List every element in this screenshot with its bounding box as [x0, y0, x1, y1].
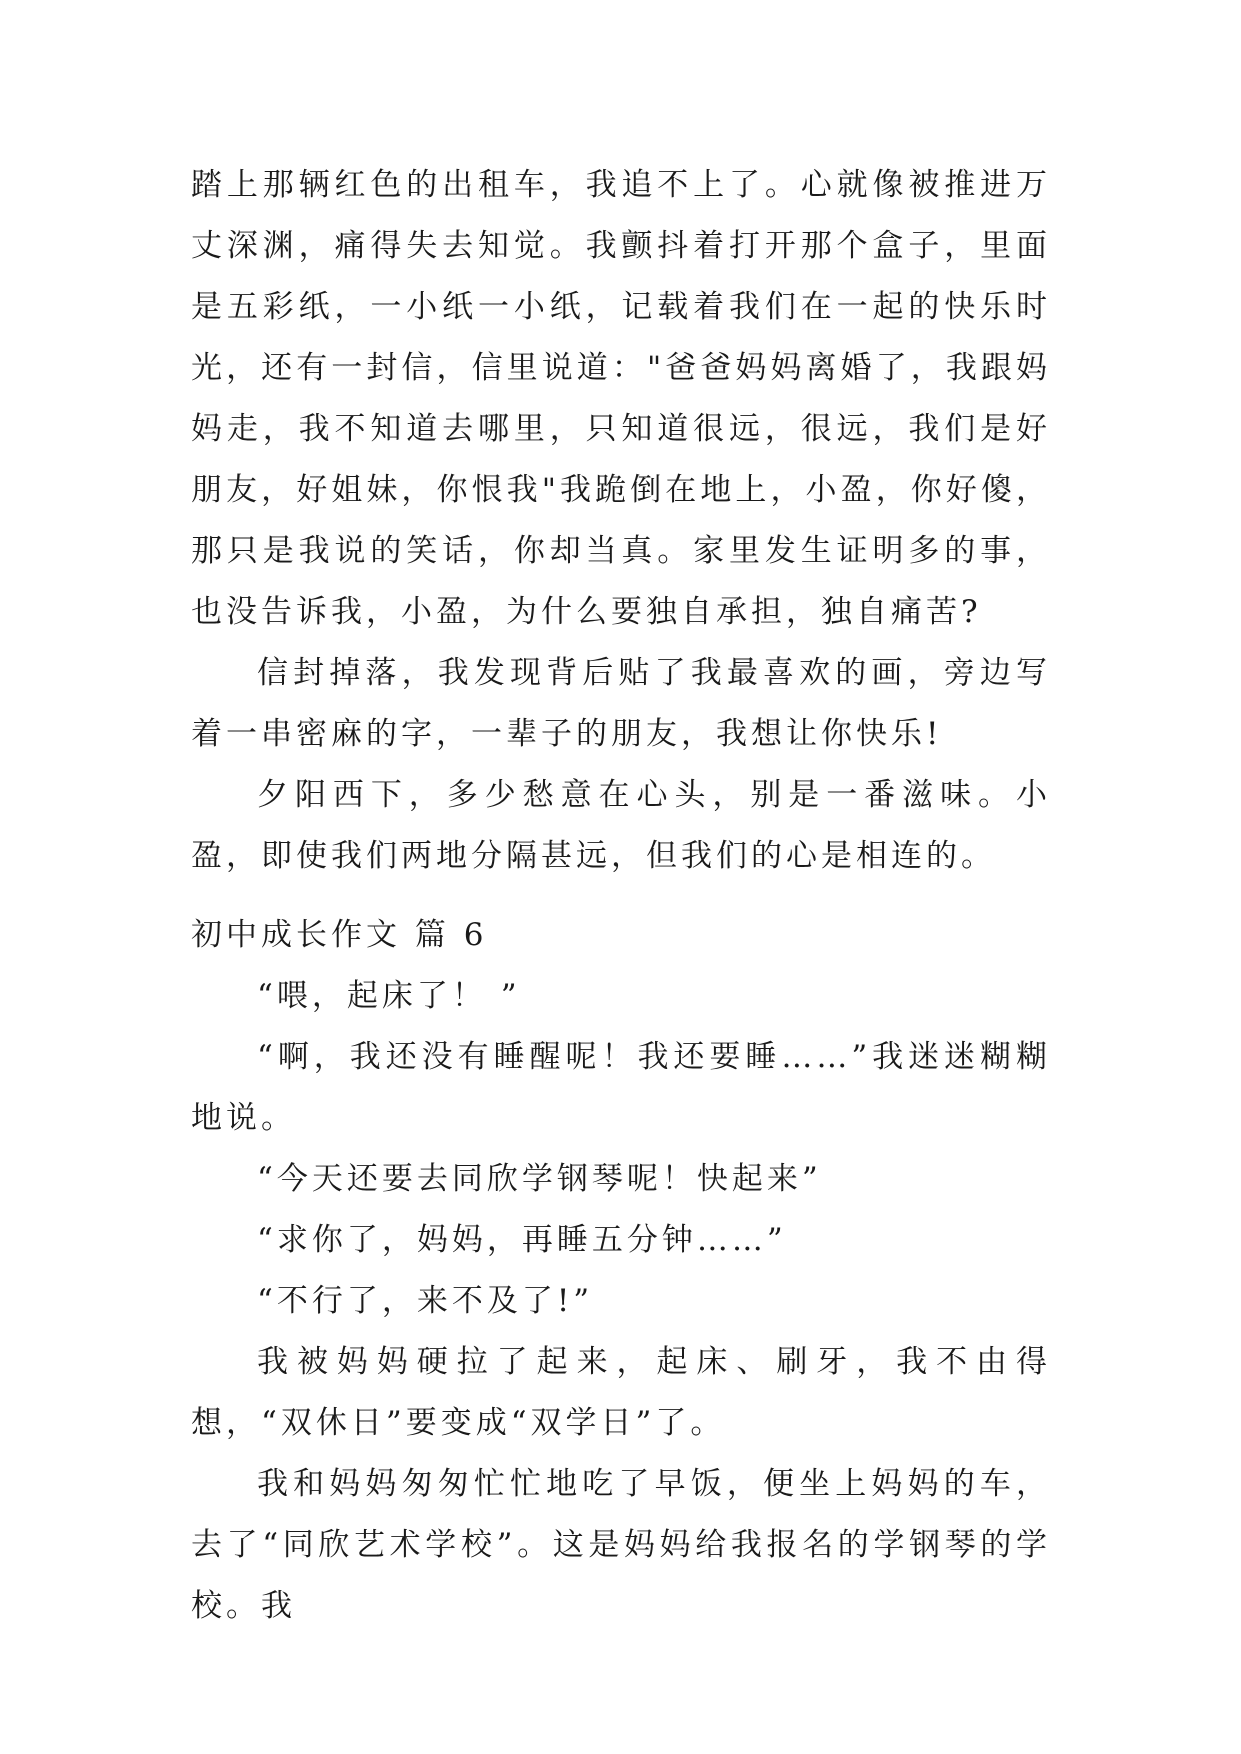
essay-continuation	[191, 155, 1051, 887]
section-heading: 初中成长作文 篇 6	[191, 917, 488, 953]
paragraph: 我和妈妈匆匆忙忙地吃了早饭，便坐上妈妈的车，去了“同欣艺术学校”。这是妈妈给我报名的学钢琴的学校。我	[191, 1466, 1051, 1624]
paragraph: “今天还要去同欣学钢琴呢！快起来”	[257, 1161, 822, 1197]
paragraph: 踏上那辆红色的出租车，我追不上了。心就像被推进万丈深渊，痛得失去知觉。我颤抖着打开那个盒子，里面是五彩纸，一小纸一小纸，记载着我们在一起的快乐时光，还有一封信，信里说道："爸爸妈妈离婚了，我跟妈妈走，我不知道去哪里，只知道很远，很远，我们是好朋友，好姐妹，你恨我"我跪倒在地上，小盈，你好傻，那只是我说的笑话，你却当真。家里发生证明多的事，也没告诉我，小盈，为什么要独自承担，独自痛苦?	[191, 167, 1051, 630]
paragraph: 我被妈妈硬拉了起来，起床、刷牙，我不由得想，“双休日”要变成“双学日”了。	[191, 1344, 1051, 1441]
paragraph: “啊，我还没有睡醒呢！我还要睡……”我迷迷糊糊地说。	[191, 1039, 1051, 1136]
paragraph: “求你了，妈妈，再睡五分钟……”	[257, 1222, 787, 1258]
essay-section-6	[191, 905, 1051, 1637]
paragraph: 信封掉落，我发现背后贴了我最喜欢的画，旁边写着一串密麻的字，一辈子的朋友，我想让你快乐!	[191, 655, 1051, 752]
paragraph: 夕阳西下，多少愁意在心头，别是一番滋味。小盈，即使我们两地分隔甚远，但我们的心是相连的。	[191, 777, 1051, 874]
paragraph: “不行了，来不及了!”	[257, 1283, 594, 1319]
paragraph: “喂，起床了！ ”	[257, 978, 521, 1014]
